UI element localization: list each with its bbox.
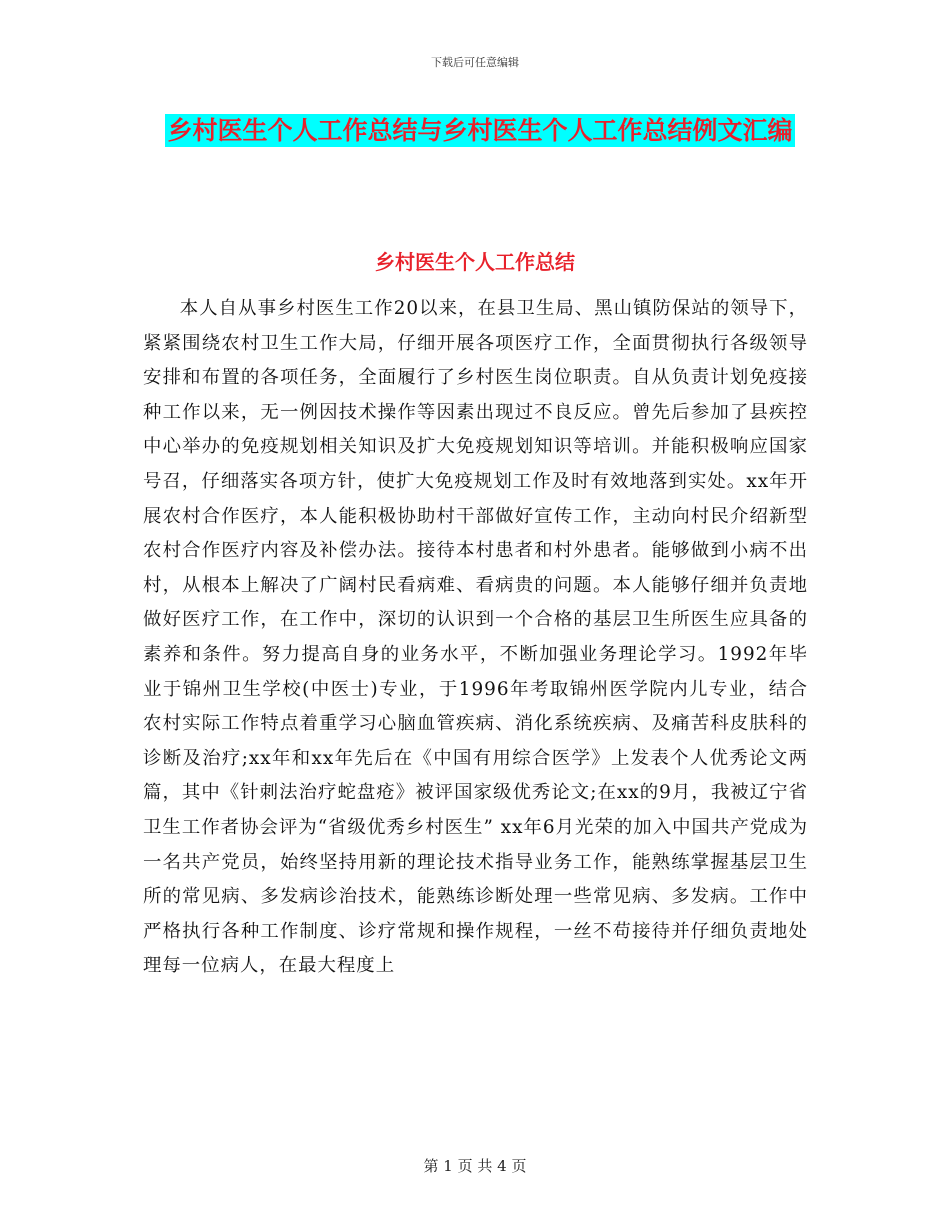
document-title: [150, 108, 810, 153]
page-number-footer: 第 1 页 共 4 页: [423, 1157, 527, 1175]
page-header-note: 下载后可任意编辑: [431, 56, 519, 69]
section-title: 乡村医生个人工作总结: [375, 250, 575, 274]
body-paragraph: 本人自从事乡村医生工作20以来，在县卫生局、黑山镇防保站的领导下，紧紧围绕农村卫生工作大局，仔细开展各项医疗工作，全面贯彻执行各级领导安排和布置的各项任务，全面履行了乡村医生岗位职责。自从负责计划免疫接种工作以来，无一例因技术操作等因素出现过不良反应。曾先后参加了县疾控中心举办的免疫规划相关知识及扩大免疫规划知识等培训。并能积极响应国家号召，仔细落实各项方针，使扩大免疫规划工作及时有效地落到实处。xx年开展农村合作医疗，本人能积极协助村干部做好宣传工作，主动向村民介绍新型农村合作医疗内容及补偿办法。接待本村患者和村外患者。能够做到小病不出村，从根本上解决了广阔村民看病难、看病贵的问题。本人能够仔细并负责地做好医疗工作，在工作中，深切的认识到一个合格的基层卫生所医生应具备的素养和条件。努力提高自身的业务水平，不断加强业务理论学习。1992年毕业于锦州卫生学校(中医士)专业，于1996年考取锦州医学院内儿专业，结合农村实际工作特点着重学习心脑血管疾病、消化系统疾病、及痛苦科皮肤科的诊断及治疗;xx年和xx年先后在《中国有用综合医学》上发表个人优秀论文两篇，其中《针刺法治疗蛇盘疮》被评国家级优秀论文;在xx的9月，我被辽宁省卫生工作者协会评为“省级优秀乡村医生” xx年6月光荣的加入中国共产党成为一名共产党员，始终坚持用新的理论技术指导业务工作，能熟练掌握基层卫生所的常见病、多发病诊治技术，能熟练诊断处理一些常见病、多发病。工作中严格执行各种工作制度、诊疗常规和操作规程，一丝不苟接待并仔细负责地处理每一位病人，在最大程度上: [143, 298, 808, 977]
document-title-text: 乡村医生个人工作总结与乡村医生个人工作总结例文汇编: [167, 116, 793, 145]
